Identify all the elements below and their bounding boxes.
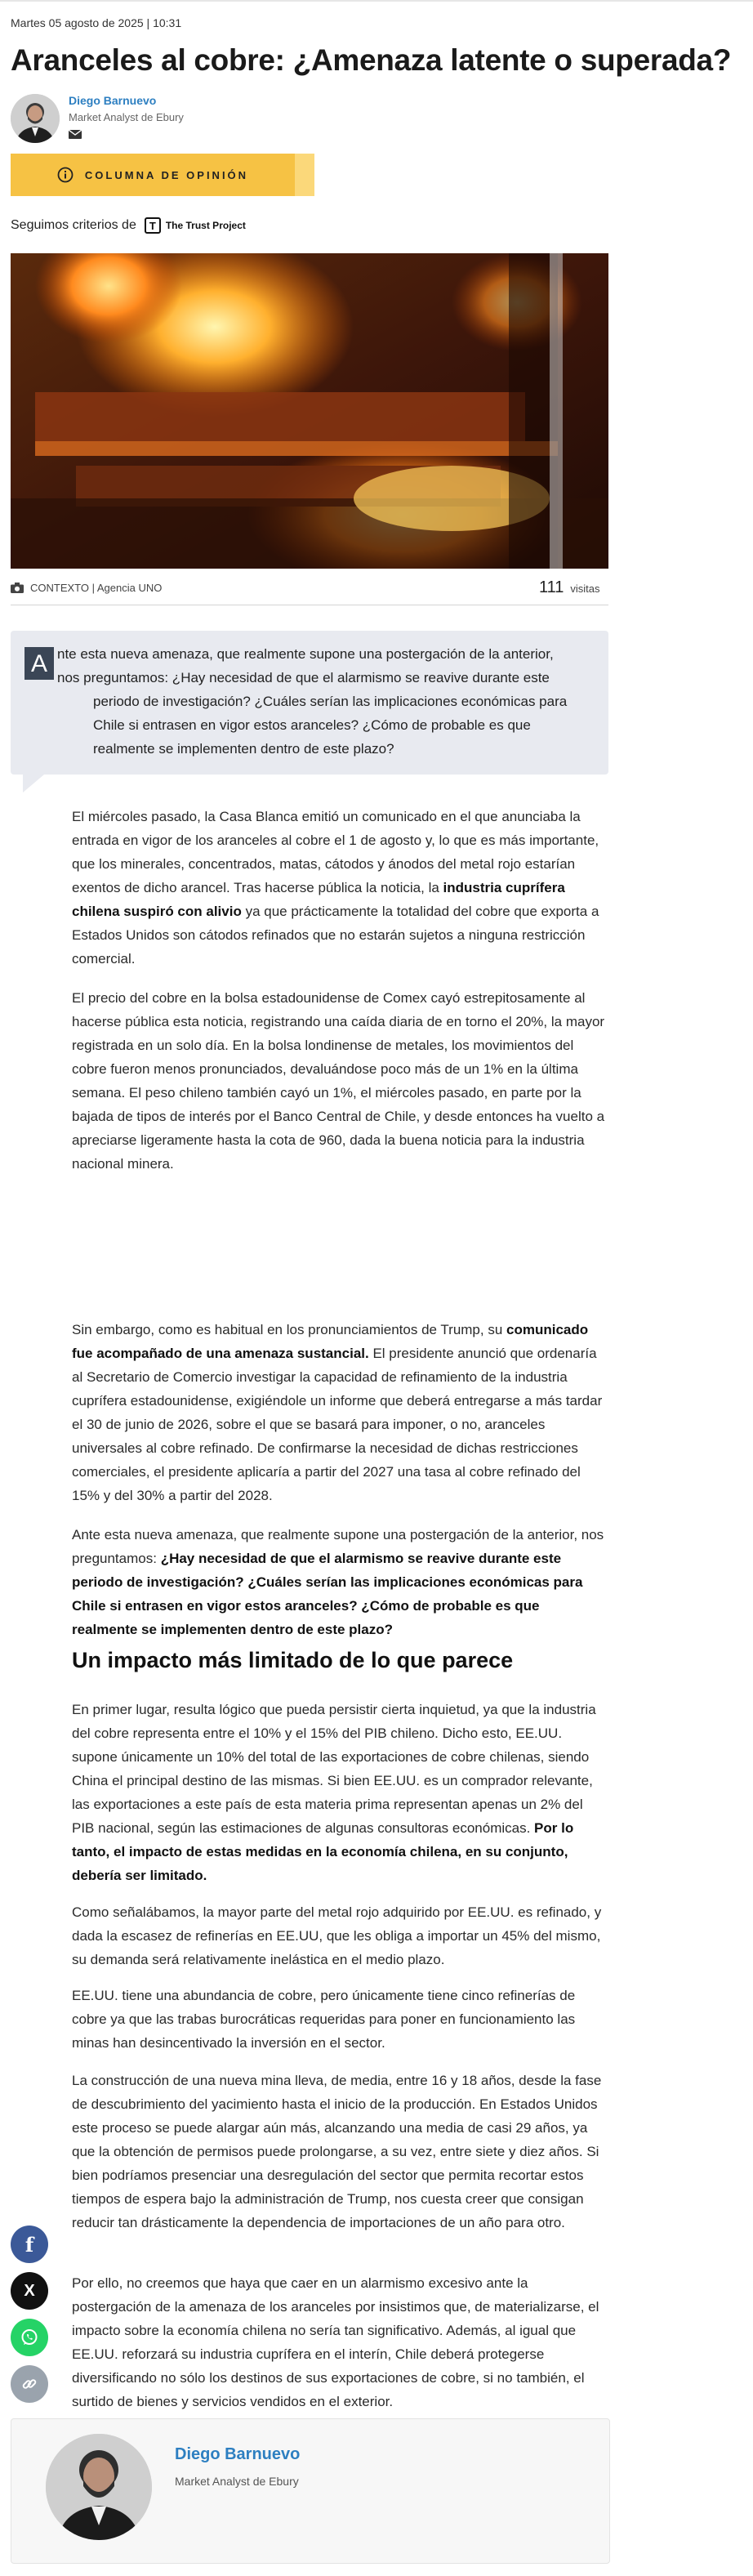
paragraph-7: [72, 1984, 607, 2055]
paragraph-6: [72, 1900, 607, 1971]
section-heading: Un impacto más limitado de lo que parece: [72, 1648, 514, 1672]
p4-bold: ¿Hay necesidad de que el alarmismo se reavive durante este periodo de investigación? ¿Cuáles serían las implicaciones económicas para Chile si entrasen en vigor estos aranceles? ¿Cómo de probable es que realmente se implementen dentro de este plazo?: [72, 1551, 583, 1637]
opinion-column-banner: [11, 154, 314, 196]
paragraph-1: [72, 805, 607, 971]
paragraph-9: [72, 2271, 607, 2413]
author-card: [11, 2418, 610, 2564]
criteria-text: Seguimos criterios de: [11, 218, 136, 232]
share-x-button[interactable]: [11, 2272, 48, 2310]
link-icon: [20, 2375, 38, 2393]
author-card-name[interactable]: Diego Barnuevo: [175, 2445, 301, 2463]
camera-icon: [11, 583, 24, 593]
article-title: Aranceles al cobre: ¿Amenaza latente o superada?: [11, 43, 732, 77]
p3-text-c: El presidente anunció que ordenaría al Secretario de Comercio investigar la capacidad de refinamiento de la industria cuprífera estadounidense, exigiéndole un informe que deberá entregarse a más tardar el 30 de junio de 2026, sobre el que se basará para imponer, o no, aranceles universales al cobre refinado. De confirmarse la necesidad de dichas restricciones comerciales, el presidente aplicaría a partir del 2027 una tasa al cobre refinado del 15% y del 30% a partir del 2028.: [72, 1346, 603, 1503]
image-caption: [11, 582, 162, 594]
p1-text-a: El miércoles pasado, la Casa Blanca emitió un comunicado en el que anunciaba la entrada en vigor de los aranceles al cobre el 1 de agosto y, lo que es más importante, que los minerales, concentrados, matas, cátodos y ánodos del metal rojo estarían exentos de dicho arancel. Tras hacerse pública la noticia, la: [72, 809, 599, 895]
trust-project-icon: T: [145, 217, 161, 234]
summary-box: [11, 631, 608, 775]
summary-callout-tail: [23, 775, 44, 792]
top-divider: [0, 0, 753, 2]
info-icon: [57, 167, 74, 183]
mail-icon[interactable]: [69, 130, 82, 139]
share-facebook-button[interactable]: [11, 2226, 48, 2263]
p3-text-a: Sin embargo, como es habitual en los pronunciamientos de Trump, su: [72, 1322, 507, 1337]
copy-link-button[interactable]: [11, 2365, 48, 2403]
summary-first-line: nte esta nueva amenaza, que realmente supone una postergación de la anterior,: [57, 646, 554, 662]
p5-text-a: En primer lugar, resulta lógico que pueda persistir cierta inquietud, ya que la industria del cobre representa entre el 10% y el 15% del PIB chileno. Dicho esto, EE.UU. supone únicamente un 10% del total de las exportaciones de cobre chilenas, siendo China el principal destino de las mismas. Si bien EE.UU. es un comprador relevante, las exportaciones a este país de esta materia prima representan apenas un 2% del PIB nacional, según las estimaciones de algunas consultoras económicas.: [72, 1702, 596, 1836]
publish-date: Martes 05 agosto de 2025 | 10:31: [11, 16, 182, 29]
drop-cap: A: [25, 647, 54, 680]
share-whatsapp-button[interactable]: [11, 2319, 48, 2356]
p9-text: Por ello, no creemos que haya que caer en un alarmismo excesivo ante la postergación de la amenaza de los aranceles por insistimos que, de materializarse, el impacto sobre la economía chilena no sería tan significativo. Además, al igual que EE.UU. reforzará su industria cuprífera en el interín, Chile deberá protegerse diversificando no sólo los destinos de sus exportaciones de cobre, si no también, el surtido de bienes y servicios vendidos en el exterior.: [72, 2275, 599, 2409]
author-card-avatar[interactable]: [46, 2434, 152, 2540]
p7-text: EE.UU. tiene una abundancia de cobre, pero únicamente tiene cinco refinerías de cobre ya que las trabas burocráticas requeridas para poner en funcionamiento las minas han desincentivado la inversión en el sector.: [72, 1988, 576, 2051]
author-avatar[interactable]: [11, 94, 60, 143]
summary-text: [21, 642, 593, 761]
p1-text-c: ya que prácticamente la totalidad del cobre que exporta a Estados Unidos son cátodos refinados que no estarán sujetos a ninguna restricción comercial.: [72, 904, 599, 967]
p3-bold: comunicado fue acompañado de una amenaza sustancial.: [72, 1322, 589, 1361]
trust-criteria: [11, 217, 246, 234]
paragraph-4: [72, 1523, 607, 1641]
p2-text: El precio del cobre en la bolsa estadounidense de Comex cayó estrepitosamente al hacerse pública esta noticia, registrando una caída diaria de en torno el 20%, la mayor registrada en un solo día. En la bolsa londinense de metales, los movimientos del cobre fueron menos pronunciados, devaluándose poco más de un 1% en la última semana. El peso chileno también cayó un 1%, el miércoles pasado, en parte por la bajada de tipos de interés por el Banco Central de Chile, y desde entonces ha vuelto a apreciarse ligeramente hasta la cota de 960, dada la buena noticia para la industria nacional minera.: [72, 990, 605, 1172]
opinion-column-tag[interactable]: [11, 154, 295, 196]
opinion-column-label: COLUMNA DE OPINIÓN: [84, 168, 249, 181]
paragraph-5: [72, 1698, 607, 1887]
trust-project-logo[interactable]: [145, 217, 246, 234]
p6-text: Como señalábamos, la mayor parte del metal rojo adquirido por EE.UU. es refinado, y dada la escasez de refinerías en EE.UU, que les obliga a importar un 45% del mismo, su demanda será relativamente inelástica en el medio plazo.: [72, 1904, 602, 1967]
facebook-icon: f: [25, 2232, 34, 2257]
paragraph-8: [72, 2069, 607, 2234]
visits-counter: [539, 578, 600, 597]
p8-text: La construcción de una nueva mina lleva, de media, entre 16 y 18 años, desde la fase de descubrimiento del yacimiento hasta el inicio de la producción. En Estados Unidos este proceso se puede alargar aún más, alcanzando una media de casi 29 años, ya que la obtención de permisos puede prolongarse, a su vez, entre siete y diez años. Si bien podríamos presenciar una desregulación del sector que permita recortar estos tiempos de espera bajo la administración de Trump, nos cuesta creer que consigan reducir tan drásticamente la dependencia de importaciones de un año para otro.: [72, 2073, 602, 2230]
author-card-role: Market Analyst de Ebury: [175, 2475, 299, 2488]
author-role: Market Analyst de Ebury: [69, 111, 184, 123]
paragraph-2: [72, 986, 607, 1176]
caption-text: CONTEXTO | Agencia UNO: [30, 582, 163, 594]
paragraph-3: [72, 1318, 607, 1507]
author-name-link[interactable]: Diego Barnuevo: [69, 94, 157, 107]
trust-project-brand: The Trust Project: [165, 220, 246, 231]
whatsapp-icon: [20, 2328, 39, 2347]
p5-bold: Por lo tanto, el impacto de estas medidas en la economía chilena, en su conjunto, debería ser limitado.: [72, 1820, 574, 1883]
visits-count: 111: [539, 578, 564, 596]
hero-image-copper-foundry: [11, 253, 608, 569]
visits-label: visitas: [570, 583, 600, 595]
summary-rest: nos preguntamos: ¿Hay necesidad de que el alarmismo se reavive durante este periodo de investigación? ¿Cuáles serían las implicaciones económicas para Chile si entrasen en vigor estos aranceles? ¿Cómo de probable es que realmente se implementen dentro de este plazo?: [57, 670, 568, 757]
p4-text-a: Ante esta nueva amenaza, que realmente supone una postergación de la anterior, nos preguntamos:: [72, 1527, 604, 1566]
x-icon: X: [24, 2281, 35, 2300]
p1-bold: industria cuprífera chilena suspiró con alivio: [72, 880, 565, 919]
